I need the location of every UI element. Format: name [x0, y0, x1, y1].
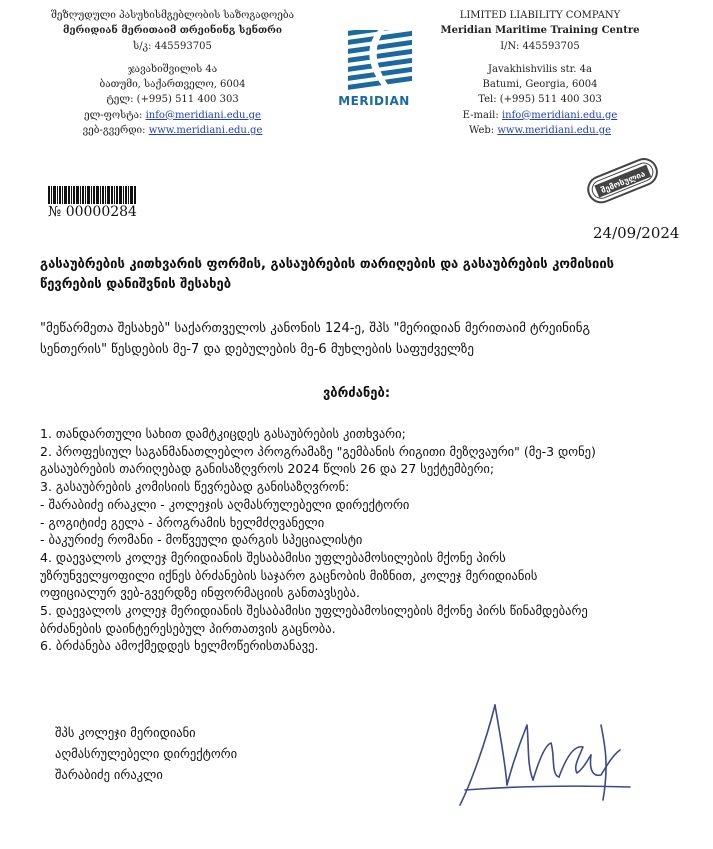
order-item: 5. დაევალოს კოლეჯ მერიდიანის შესაბამისი უფლებამოსილების მქონე პირს წინამდებარე — [40, 603, 588, 619]
company-type-ka: შეზღუდული პასუხისმგებლობის საზოგადოება — [50, 10, 295, 21]
order-item: 1. თანდართული სახით დამტკიცდეს გასაუბრების კითხვარი; — [40, 426, 406, 441]
web-label-ka: ვებ-გვერდი: — [82, 125, 146, 137]
web-row-en — [420, 123, 660, 138]
header-english — [420, 8, 660, 138]
header-georgian — [25, 8, 320, 138]
order-item: - გოგიტიძე გელა - პროგრამის ხელმძღვანელი — [40, 514, 325, 530]
email-label-en: E-mail: — [462, 109, 499, 121]
order-item: 2. პროფესიულ საგანმანათლებლო პროგრამაზე "გემბანის რიგითი მეზღვაური" (მე-3 დონე) — [40, 443, 596, 459]
email-link-ka[interactable]: info@meridiani.edu.ge — [145, 109, 261, 121]
email-label-ka: ელ-ფოსტა: — [84, 109, 143, 121]
handwritten-signature-icon — [455, 695, 635, 815]
address-city-en: Batumi, Georgia, 6004 — [482, 79, 598, 91]
signatory-name: შარაბიძე ირაკლი — [55, 767, 163, 782]
signatory-position: აღმასრულებელი დირექტორი — [55, 746, 238, 761]
order-item: გასაუბრების თარიღებად განისაზღვროს 2024 წლის 26 და 27 სექტემბერი; — [40, 461, 495, 477]
received-stamp-icon — [575, 155, 670, 210]
company-id-ka: ს/კ: 445593705 — [133, 40, 212, 52]
web-link-ka[interactable]: www.meridiani.edu.ge — [148, 125, 263, 137]
company-type-en: LIMITED LIABILITY COMPANY — [459, 10, 621, 21]
company-name-en: Meridian Maritime Training Centre — [440, 25, 640, 37]
email-row-en — [420, 108, 660, 123]
order-item: ოფიციალურ ვებ-გვერდზე ინფორმაციის განთავსება. — [40, 585, 360, 601]
order-item: - ბაკურიძე რომანი - მოწვეული დარგის სპეციალისტი — [40, 532, 363, 548]
phone-ka: ტელ: (+995) 511 400 303 — [106, 94, 239, 106]
address-street-en: Javakhishvilis str. 4a — [488, 63, 592, 75]
web-label-en: Web: — [468, 125, 495, 137]
document-title: გასაუბრების კითხვარის ფორმის, გასაუბრების თარიღების და გასაუბრების კომისიის წევრების დანიშვნის შესახებ — [40, 257, 615, 292]
order-item: ბრძანების დაინტერესებულ პირთათვის გაცნობა. — [40, 620, 336, 636]
address-city-ka: ბათუმი, საქართველო, 6004 — [99, 79, 246, 91]
order-item: 4. დაევალოს კოლეჯ მერიდიანის შესაბამისი უფლებამოსილების მქონე პირს — [40, 549, 506, 565]
order-item: - შარაბიძე ირაკლი - კოლეჯის აღმასრულებელი დირექტორი — [40, 496, 410, 512]
signatory-block — [55, 722, 237, 785]
order-item: 6. ბრძანება ამოქმედდეს ხელმოწერისთანავე. — [40, 638, 319, 654]
email-row-ka — [25, 108, 320, 123]
order-item: უზრუნველყოფილი იქნეს ბრძანების საჯარო გაცნობის მიზნით, კოლეჯ მერიდიანის — [40, 567, 538, 583]
email-link-en[interactable]: info@meridiani.edu.ge — [501, 109, 618, 121]
address-street-ka: ჯავახიშვილის 4ა — [127, 63, 218, 75]
legal-basis: "მეწარმეთა შესახებ" საქართველოს კანონის 124-ე, შპს "მერიდიან მერითაიმ ტრეინინგ სენთერის" წესდების მე-7 და დებულების მე-6 მუხლების საფუძველზე — [40, 321, 591, 357]
web-link-en[interactable]: www.meridiani.edu.ge — [497, 125, 612, 137]
barcode-icon — [48, 186, 136, 204]
order-item: 3. გასაუბრების კომისიის წევრებად განისაზღვრონ: — [40, 479, 350, 495]
signatory-company: შპს კოლეჯი მერიდიანი — [55, 725, 196, 740]
company-name-ka: მერიდიან მერითაიმ თრეინინგ სენთრი — [62, 25, 283, 37]
document-number: № 00000284 — [48, 204, 137, 220]
svg-text:შემოსულია: შემოსულია — [599, 169, 647, 196]
document-date: 24/09/2024 — [593, 224, 680, 242]
logo-text: MERIDIAN — [338, 94, 410, 108]
phone-en: Tel: (+995) 511 400 303 — [478, 94, 602, 106]
web-row-ka — [25, 123, 320, 138]
order-heading: ვბრძანებ: — [322, 386, 391, 401]
order-items — [40, 425, 690, 655]
company-id-en: I/N: 445593705 — [500, 40, 580, 52]
